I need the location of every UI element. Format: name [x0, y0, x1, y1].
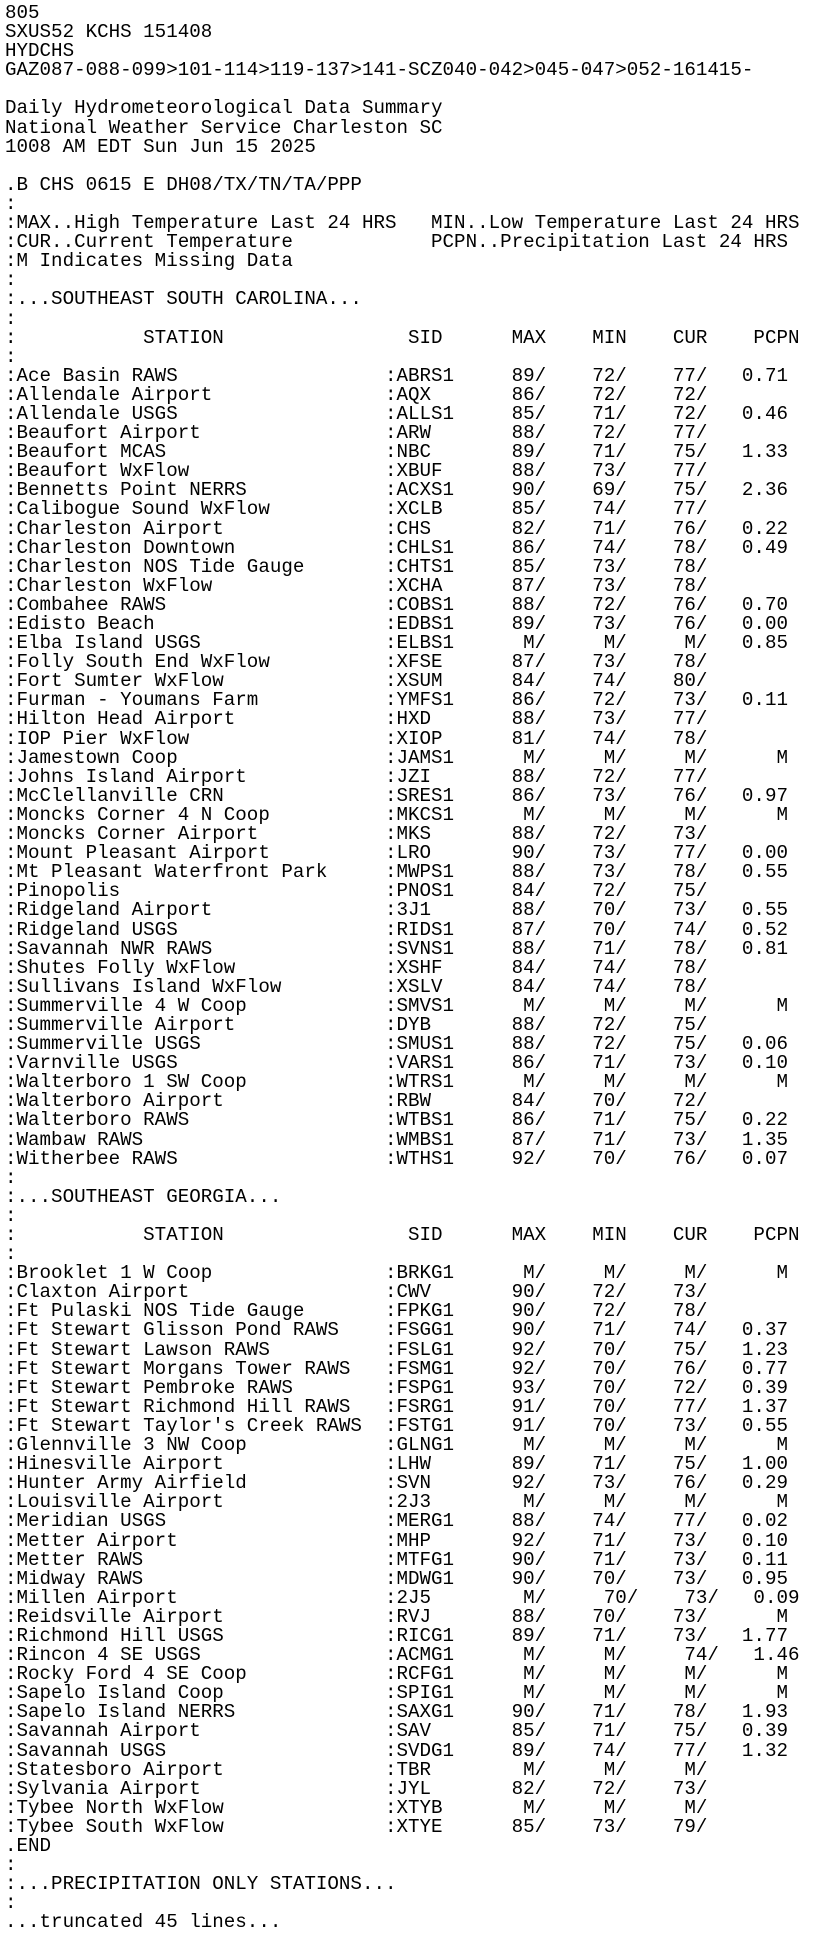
product-header: 805 SXUS52 KCHS 151408 HYDCHS GAZ087-088-099>101-114>119-137>141-SCZ040-042>045-047>052-161415- Daily Hydrometeorological Data Summary National Weather Service Charleston SC 1008 AM EDT Sun Jun 15 2025 .B CHS 0615 E DH08/TX/TN/TA/PPP : :MAX..High Temperature Last 24 HRS MIN..Low Temperature Last 24 HRS :CUR..Current Temperature PCPN..Precipitation Last 24 HRS :M Indicates Missing Data :: [5, 2, 800, 292]
precipitation-only-section: :...PRECIPITATION ONLY STATIONS... : ...truncated 45 lines...: [5, 1873, 397, 1933]
georgia-data-table: :...SOUTHEAST GEORGIA... : : STATION SID MAX MIN CUR PCPN : :Brooklet 1 W Coop :BRKG1 M/ M/ M/ M :Claxton Airport :CWV 90/ 72/ 73/ :Ft Pulaski NOS Tide Gauge :FPKG1 90/ 72/ 78/ :Ft Stewart Glisson Pond RAWS :FSGG1 90/ 71/ 74/ 0.37 :Ft Stewart Lawson RAWS :FSLG1 92/ 70/ 75/ 1.23 :Ft Stewart Morgans Tower RAWS :FSMG1 92/ 70/ 76/ 0.77 :Ft Stewart Pembroke RAWS :FSPG1 93/ 70/ 72/ 0.39 :Ft Stewart Richmond Hill RAWS :FSRG1 91/ 70/ 77/ 1.37 :Ft Stewart Taylor's Creek RAWS :FSTG1 91/ 70/ 73/ 0.55 :Glennville 3 NW Coop :GLNG1 M/ M/ M/ M :Hinesville Airport :LHW 89/ 71/ 75/ 1.00 :Hunter Army Airfield :SVN 92/ 73/ 76/ 0.29 :Louisville Airport :2J3 M/ M/ M/ M :Meridian USGS :MERG1 88/ 74/ 77/ 0.02 :Metter Airport :MHP 92/ 71/ 73/ 0.10 :Metter RAWS :MTFG1 90/ 71/ 73/ 0.11 :Midway RAWS :MDWG1 90/ 70/ 73/ 0.95 :Millen Airport :2J5 M/ 70/ 73/ 0.09 :Reidsville Airport :RVJ 88/ 70/ 73/ M :Richmond Hill USGS :RICG1 89/ 71/ 73/ 1.77 :Rincon 4 SE USGS :ACMG1 M/ M/ 74/ 1.46 :Rocky Ford 4 SE Coop :RCFG1 M/ M/ M/ M :Sapelo Island Coop :SPIG1 M/ M/ M/ M :Sapelo Island NERRS :SAXG1 90/ 71/ 78/ 1.93 :Savannah Airport :SAV 85/ 71/ 75/ 0.39 :Savannah USGS :SVDG1 89/ 74/ 77/ 1.32 :Statesboro Airport :TBR M/ M/ M/ :Sylvania Airport :JYL 82/ 72/ 73/ :Tybee North WxFlow :XTYB M/ M/ M/ :Tybee South WxFlow :XTYE 85/ 73/ 79/ .END :: [5, 1185, 800, 1877]
south-carolina-data-table: :...SOUTHEAST SOUTH CAROLINA... : : STATION SID MAX MIN CUR PCPN : :Ace Basin RAWS :ABRS1 89/ 72/ 77/ 0.71 :Allendale Airport :AQX 86/ 72/ 72/ :Allendale USGS :ALLS1 85/ 71/ 72/ 0.46 :Beaufort Airport :ARW 88/ 72/ 77/ :Beaufort MCAS :NBC 89/ 71/ 75/ 1.33 :Beaufort WxFlow :XBUF 88/ 73/ 77/ :Bennetts Point NERRS :ACXS1 90/ 69/ 75/ 2.36 :Calibogue Sound WxFlow :XCLB 85/ 74/ 77/ :Charleston Airport :CHS 82/ 71/ 76/ 0.22 :Charleston Downtown :CHLS1 86/ 74/ 78/ 0.49 :Charleston NOS Tide Gauge :CHTS1 85/ 73/ 78/ :Charleston WxFlow :XCHA 87/ 73/ 78/ :Combahee RAWS :COBS1 88/ 72/ 76/ 0.70 :Edisto Beach :EDBS1 89/ 73/ 76/ 0.00 :Elba Island USGS :ELBS1 M/ M/ M/ 0.85 :Folly South End WxFlow :XFSE 87/ 73/ 78/ :Fort Sumter WxFlow :XSUM 84/ 74/ 80/ :Furman - Youmans Farm :YMFS1 86/ 72/ 73/ 0.11 :Hilton Head Airport :HXD 88/ 73/ 77/ :IOP Pier WxFlow :XIOP 81/ 74/ 78/ :Jamestown Coop :JAMS1 M/ M/ M/ M :Johns Island Airport :JZI 88/ 72/ 77/ :McClellanville CRN :SRES1 86/ 73/ 76/ 0.97 :Moncks Corner 4 N Coop :MKCS1 M/ M/ M/ M :Moncks Corner Airport :MKS 88/ 72/ 73/ :Mount Pleasant Airport :LRO 90/ 73/ 77/ 0.00 :Mt Pleasant Waterfront Park :MWPS1 88/ 73/ 78/ 0.55 :Pinopolis :PNOS1 84/ 72/ 75/ :Ridgeland Airport :3J1 88/ 70/ 73/ 0.55 :Ridgeland USGS :RIDS1 87/ 70/ 74/ 0.52 :Savannah NWR RAWS :SVNS1 88/ 71/ 78/ 0.81 :Shutes Folly WxFlow :XSHF 84/ 74/ 78/ :Sullivans Island WxFlow :XSLV 84/ 74/ 78/ :Summerville 4 W Coop :SMVS1 M/ M/ M/ M :Summerville Airport :DYB 88/ 72/ 75/ :Summerville USGS :SMUS1 88/ 72/ 75/ 0.06 :Varnville USGS :VARS1 86/ 71/ 73/ 0.10 :Walterboro 1 SW Coop :WTRS1 M/ M/ M/ M :Walterboro Airport :RBW 84/ 70/ 72/ :Walterboro RAWS :WTBS1 86/ 71/ 75/ 0.22 :Wambaw RAWS :WMBS1 87/ 71/ 73/ 1.35 :Witherbee RAWS :WTHS1 92/ 70/ 76/ 0.07 :: [5, 288, 800, 1189]
